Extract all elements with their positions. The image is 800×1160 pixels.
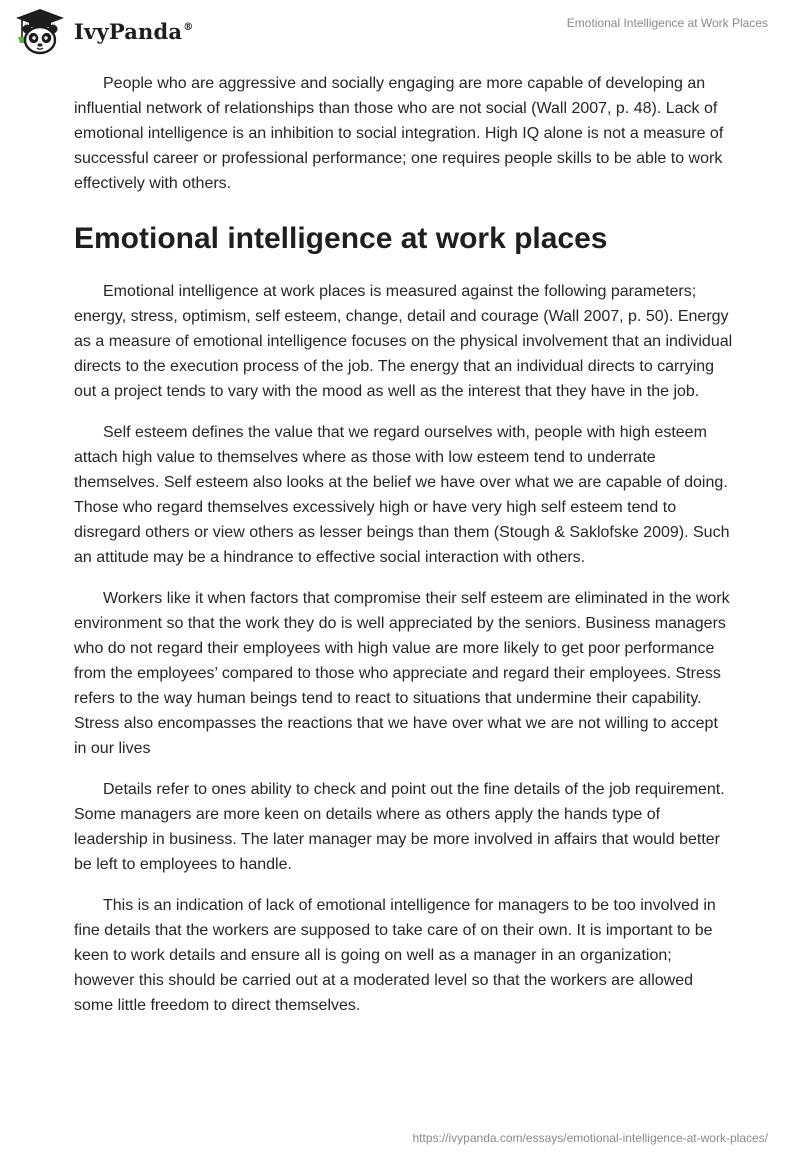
paragraph-energy: Emotional intelligence at work places is measured against the following parameters; energy, stress, optimism, self esteem, change, detail and courage (Wall 2007, p. 50). Energy as a measure of emotional intelligence focuses on the physical involvement that an individual directs to the execution process of the job. The energy that an individual directs to carrying out a project tends to vary with the mood as well as the interest that they have in the job. bbox=[74, 283, 733, 400]
paragraph-workers-stress: Workers like it when factors that compromise their self esteem are eliminated in the work environment so that the work they do is well appreciated by the seniors. Business managers who do not regard their employees with high value are more likely to get poor performance from the employees’ compared to those who appreciate and regard their employees. Stress refers to the way human beings tend to react to situations that undermine their capability. Stress also encompasses the reactions that we have over what we are not willing to accept in our lives bbox=[74, 590, 730, 757]
source-url-link[interactable]: https://ivypanda.com/essays/emotional-intelligence-at-work-places/ bbox=[412, 1131, 768, 1145]
document-title: Emotional Intelligence at Work Places bbox=[566, 16, 768, 30]
section-heading: Emotional intelligence at work places bbox=[74, 222, 608, 255]
brand-name: IvyPanda® bbox=[74, 18, 194, 44]
paragraph-details: Details refer to ones ability to check and point out the fine details of the job requirement. Some managers are more keen on details where as others apply the hands type of leadership in business. The later manager may be more involved in affairs that would better be left to employees to handle. bbox=[74, 781, 725, 873]
ivypanda-logo[interactable] bbox=[14, 7, 193, 55]
intro-paragraph: People who are aggressive and socially engaging are more capable of developing an influential network of relationships than those who are not social (Wall 2007, p. 48). Lack of emotional intelligence is an inhibition to social integration. High IQ alone is not a measure of successful career or professional performance; one requires people skills to be able to work effectively with others. bbox=[74, 75, 724, 192]
paragraph-indication: This is an indication of lack of emotional intelligence for managers to be too involved in fine details that the workers are supposed to take care of on their own. It is important to be keen to work details and ensure all is going on well as a manager in an organization; however this should be carried out at a moderated level so that the workers are allowed some little freedom to direct themselves. bbox=[74, 897, 716, 1014]
page-header bbox=[0, 0, 800, 64]
registered-mark: ® bbox=[183, 21, 194, 33]
paragraph-self-esteem: Self esteem defines the value that we regard ourselves with, people with high esteem attach high value to themselves where as those with low esteem tend to underrate themselves. Self esteem also looks at the belief we have over what we are capable of doing. Those who regard themselves excessively high or have very high self esteem tend to disregard others or view others as lesser beings than them (Stough & Saklofske 2009). Such an attitude may be a hindrance to effective social interaction with others. bbox=[74, 424, 730, 566]
essay-content bbox=[74, 71, 734, 1034]
panda-graduate-logo-icon bbox=[14, 7, 66, 55]
